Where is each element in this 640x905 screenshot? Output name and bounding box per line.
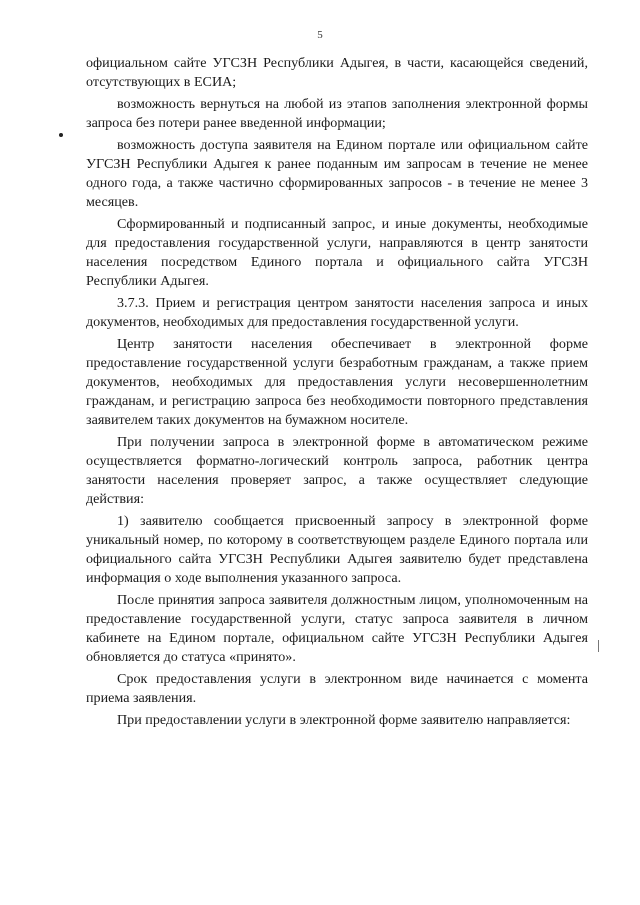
paragraph: Срок предоставления услуги в электронном виде начинается с момента приема заявления. bbox=[86, 671, 588, 706]
paragraph: При получении запроса в электронной форме в автоматическом режиме осуществляется форматно-логический контроль запроса, работник центра занятости населения проверяет запрос, а также осуществляет следующие действия: bbox=[86, 434, 588, 507]
page-number: 5 bbox=[317, 29, 323, 41]
document-text bbox=[86, 54, 588, 733]
paragraph: возможность вернуться на любой из этапов заполнения электронной формы запроса без потери ранее введенной информации; bbox=[86, 96, 588, 131]
paragraph: После принятия запроса заявителя должностным лицом, уполномоченным на предоставление государственной услуги, статус запроса заявителя в личном кабинете на Едином портале, официальном сайте УГСЗН Республики Адыгея обновляется до статуса «принято». bbox=[86, 592, 588, 665]
scan-artifact-mark bbox=[598, 640, 599, 652]
section-heading-paragraph: 3.7.3. Прием и регистрация центром занятости населения запроса и иных документов, необходимых для предоставления государственной услуги. bbox=[86, 295, 588, 330]
scan-artifact-dot bbox=[59, 133, 63, 137]
paragraph: При предоставлении услуги в электронной форме заявителю направляется: bbox=[117, 712, 571, 728]
paragraph: Центр занятости населения обеспечивает в электронной форме предоставление государственной услуги безработным гражданам, а также прием документов, необходимых для предоставления услуги несовершеннолетним гражданам, и регистрацию запроса без необходимости повторного представления заявителем таких документов на бумажном носителе. bbox=[86, 336, 588, 428]
list-item-paragraph: 1) заявителю сообщается присвоенный запросу в электронной форме уникальный номер, по которому в соответствующем разделе Единого портала или официального сайта УГСЗН Республики Адыгея заявителю будет представлена информация о ходе выполнения указанного запроса. bbox=[86, 513, 588, 586]
paragraph-continuation: официальном сайте УГСЗН Республики Адыгея, в части, касающейся сведений, отсутствующих в ЕСИА; bbox=[86, 55, 588, 90]
paragraph: Сформированный и подписанный запрос, и иные документы, необходимые для предоставления государственной услуги, направляются в центр занятости населения посредством Единого портала и официального сайта УГСЗН Республики Адыгея. bbox=[86, 216, 588, 289]
paragraph: возможность доступа заявителя на Едином портале или официальном сайте УГСЗН Республики Адыгея к ранее поданным им запросам в течение не менее одного года, а также частично сформированных запросов - в течение не менее 3 месяцев. bbox=[86, 137, 588, 210]
